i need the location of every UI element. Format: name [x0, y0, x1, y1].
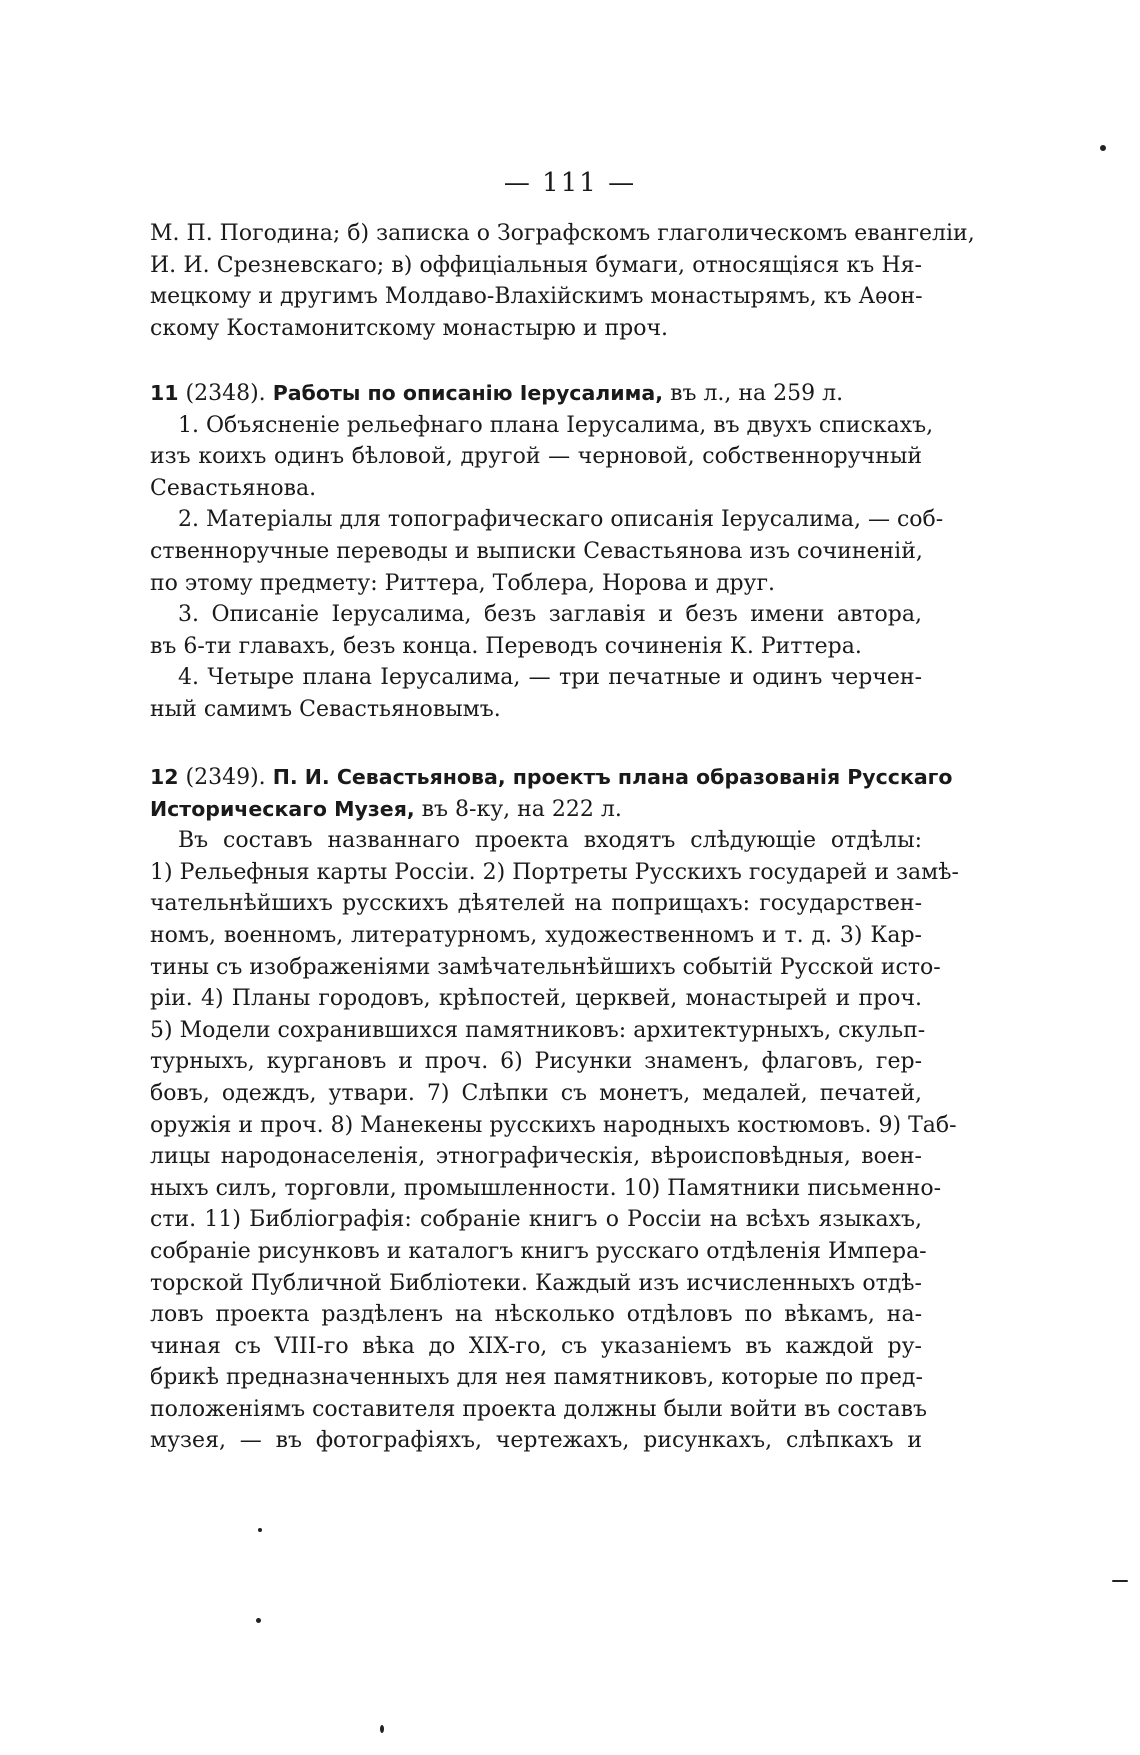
text-line: скому Костамонитскому монастырю и проч. [150, 315, 669, 341]
text-line: Севастьянова. [150, 475, 317, 501]
text-line: М. П. Погодина; б) записка о Зографскомъ глаголическомъ евангеліи, [150, 221, 975, 246]
scan-speck [258, 1528, 262, 1532]
text-line: 4. Четыре плана Іерусалима, — три печатные и одинъ черчен- [178, 665, 922, 691]
text-line: ственноручные переводы и выписки Севастьянова изъ сочиненій, [150, 538, 923, 564]
entry-11 [150, 378, 944, 726]
text-line: 1. Объясненіе рельефнаго плана Іерусалима, въ двухъ спискахъ, [178, 412, 934, 438]
text-line: собраніе рисунковъ и каталогъ книгъ русскаго отдѣленія Импера- [150, 1238, 927, 1264]
text-line: музея, — въ фотографіяхъ, чертежахъ, рисункахъ, слѣпкахъ и [150, 1428, 922, 1454]
text-line: торской Публичной Библіотеки. Каждый изъ исчисленныхъ отдѣ- [150, 1270, 922, 1296]
inventory-number: (2349). [185, 765, 266, 790]
text-line: ныхъ силъ, торговли, промышленности. 10) Памятники письменно- [150, 1175, 942, 1201]
text-line: по этому предмету: Риттера, Тоблера, Норова и друг. [150, 570, 776, 596]
entry-heading [150, 378, 922, 410]
entry-12 [150, 762, 959, 1457]
text-line: сти. 11) Библіографія: собраніе книгъ о Россіи на всѣхъ языкахъ, [150, 1207, 922, 1233]
text-line: чательнѣйшихъ русскихъ дѣятелей на поприщахъ: государствен- [150, 891, 922, 917]
text-line: ловъ проекта раздѣленъ на нѣсколько отдѣловъ по вѣкамъ, на- [150, 1302, 922, 1328]
entry-title: Историческаго Музея, [150, 796, 415, 821]
entry-heading-cont [150, 794, 922, 826]
entry-heading [150, 762, 953, 794]
text-line: лицы народонаселенія, этнографическія, вѣроисповѣдныя, воен- [150, 1144, 922, 1170]
text-line: 2. Матеріалы для топографическаго описанія Іерусалима, — соб- [178, 507, 944, 533]
text-line: положеніямъ составителя проекта должны были войти въ составъ [150, 1396, 927, 1422]
entry-title: Работы по описанію Іерусалима, [272, 381, 664, 405]
text-line: оружія и проч. 8) Манекены русскихъ народныхъ костюмовъ. 9) Таб- [150, 1112, 957, 1138]
text-line: мецкому и другимъ Молдаво-Влахійскимъ монастырямъ, къ Аѳон- [150, 284, 923, 310]
text-line: номъ, военномъ, литературномъ, художественномъ и т. д. 3) Кар- [150, 922, 922, 948]
entry-title: П. И. Севастьянова, проектъ плана образованія Русскаго [272, 765, 953, 789]
inventory-number: (2348). [185, 381, 266, 406]
text-line: тины съ изображеніями замѣчательнѣйшихъ событій Русской исто- [150, 954, 941, 980]
text-line: брикѣ предназначенныхъ для нея памятниковъ, которые по пред- [150, 1365, 923, 1391]
text-line: въ 6-ти главахъ, безъ конца. Переводъ сочиненія К. Риттера. [150, 633, 862, 659]
entry-number: 12 [150, 765, 179, 789]
text-line: турныхъ, кургановъ и проч. 6) Рисунки знаменъ, флаговъ, гер- [150, 1049, 922, 1075]
text-line: 3. Описаніе Іерусалима, безъ заглавія и безъ имени автора, [178, 602, 922, 628]
entry-format: въ л., на 259 л. [670, 381, 844, 406]
text-line: Въ составъ названнаго проекта входятъ слѣдующіе отдѣлы: [178, 828, 922, 854]
scan-speck [1100, 145, 1106, 151]
text-line: изъ коихъ одинъ бѣловой, другой — черновой, собственноручный [150, 444, 922, 470]
scan-speck [1112, 1580, 1128, 1582]
scan-speck [256, 1618, 261, 1623]
text-line: 5) Модели сохранившихся памятниковъ: архитектурныхъ, скульп- [150, 1017, 926, 1043]
entry-number: 11 [150, 381, 179, 405]
text-line: чиная съ VIII-го вѣка до XIX-го, съ указаніемъ въ каждой ру- [150, 1333, 922, 1359]
text-line: 1) Рельефныя карты Россіи. 2) Портреты Русскихъ государей и замѣ- [150, 859, 959, 885]
scan-speck [380, 1725, 384, 1733]
entry-format: въ 8-ку, на 222 л. [421, 796, 622, 822]
text-line: бовъ, одеждъ, утвари. 7) Слѣпки съ монетъ, медалей, печатей, [150, 1080, 922, 1106]
continuation-paragraph [150, 218, 975, 344]
text-line: И. И. Срезневскаго; в) оффиціальныя бумаги, относящіяся къ Ня- [150, 252, 922, 278]
text-line: ріи. 4) Планы городовъ, крѣпостей, церквей, монастырей и проч. [150, 986, 922, 1012]
page-number: — 111 — [503, 168, 637, 198]
text-line: ный самимъ Севастьяновымъ. [150, 696, 501, 722]
